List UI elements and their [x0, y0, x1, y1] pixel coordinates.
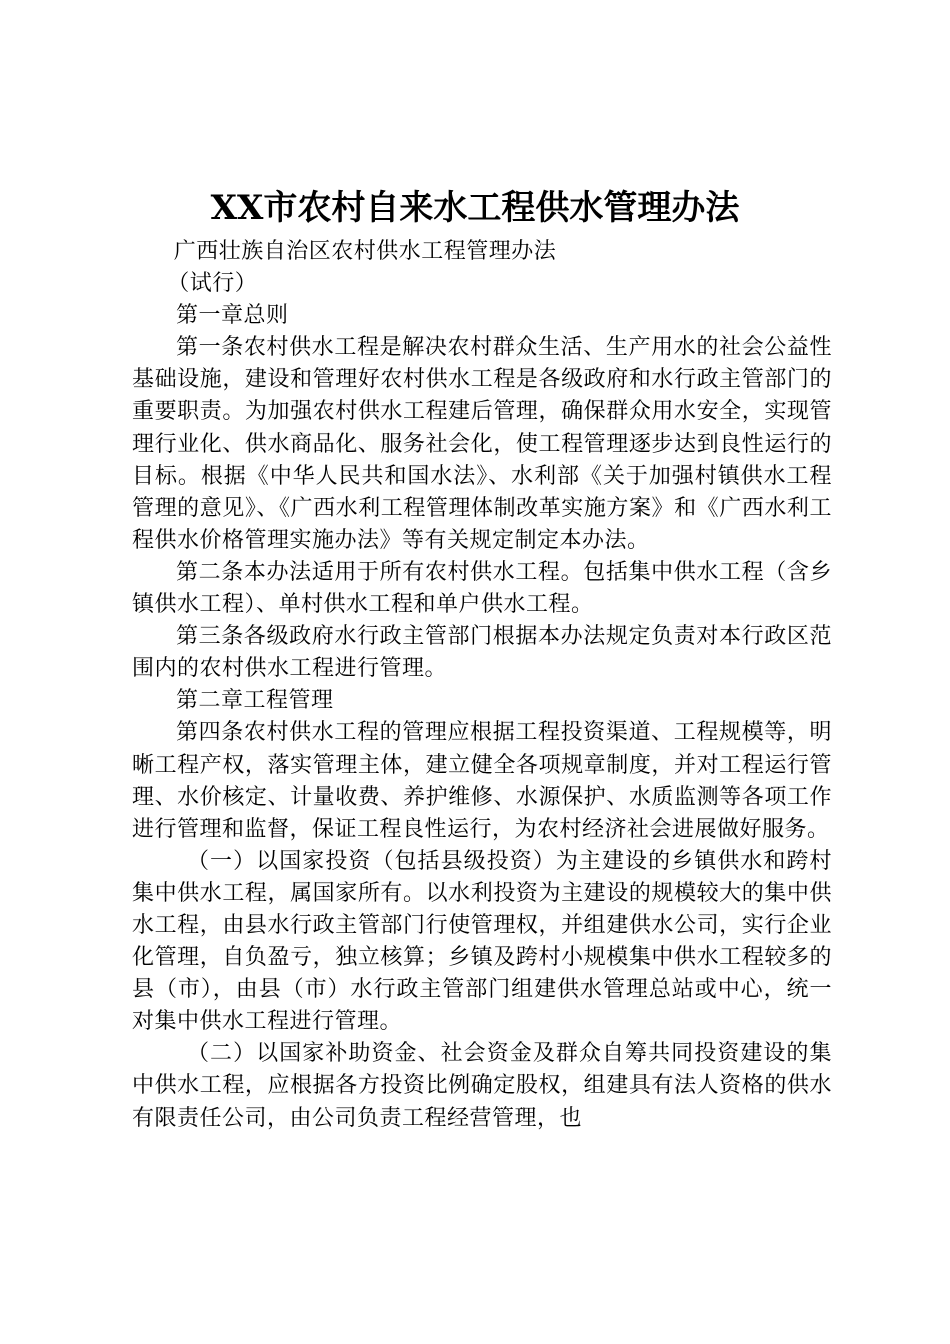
subtitle: 广西壮族自治区农村供水工程管理办法 [173, 239, 557, 264]
chapter-heading-2: 第二章工程管理 [176, 688, 334, 714]
item-2: （二）以国家补助资金、社会资金及群众自筹共同投资建设的集中供水工程，应根据各方投资比例确定股权，组建具有法人资格的供水有限责任公司，由公司负责工程经营管理，也 [132, 1041, 832, 1131]
document-title: XX市农村自来水工程供水管理办法 [210, 188, 740, 228]
article-4: 第四条农村供水工程的管理应根据工程投资渠道、工程规模等，明晰工程产权，落实管理主体，建立健全各项规章制度，并对工程运行管理、水价核定、计量收费、养护维修、水源保护、水质监测等各项工作进行管理和监督，保证工程良性运行，为农村经济社会进展做好服务。 [132, 720, 832, 842]
chapter-heading-1: 第一章总则 [176, 303, 289, 329]
article-3: 第三条各级政府水行政主管部门根据本办法规定负责对本行政区范围内的农村供水工程进行管理。 [132, 624, 832, 682]
article-2: 第二条本办法适用于所有农村供水工程。包括集中供水工程（含乡镇供水工程）、单村供水工程和单户供水工程。 [132, 559, 832, 618]
trial-note: （试行） [167, 271, 258, 297]
document-body [132, 236, 832, 1135]
article-1: 第一条农村供水工程是解决农村群众生活、生产用水的社会公益性基础设施，建设和管理好农村供水工程是各级政府和水行政主管部门的重要职责。为加强农村供水工程建后管理，确保群众用水安全，实现管理行业化、供水商品化、服务社会化，使工程管理逐步达到良性运行的目标。根据《中华人民共和国水法》、水利部《关于加强村镇供水工程管理的意见》、《广西水利工程管理体制改革实施方案》和《广西水利工程供水价格管理实施办法》等有关规定制定本办法。 [132, 335, 832, 553]
item-1: （一）以国家投资（包括县级投资）为主建设的乡镇供水和跨村集中供水工程，属国家所有。以水利投资为主建设的规模较大的集中供水工程，由县水行政主管部门行使管理权，并组建供水公司，实行企业化管理，自负盈亏，独立核算；乡镇及跨村小规模集中供水工程较多的县（市），由县（市）水行政主管部门组建供水管理总站或中心，统一对集中供水工程进行管理。 [132, 848, 832, 1035]
